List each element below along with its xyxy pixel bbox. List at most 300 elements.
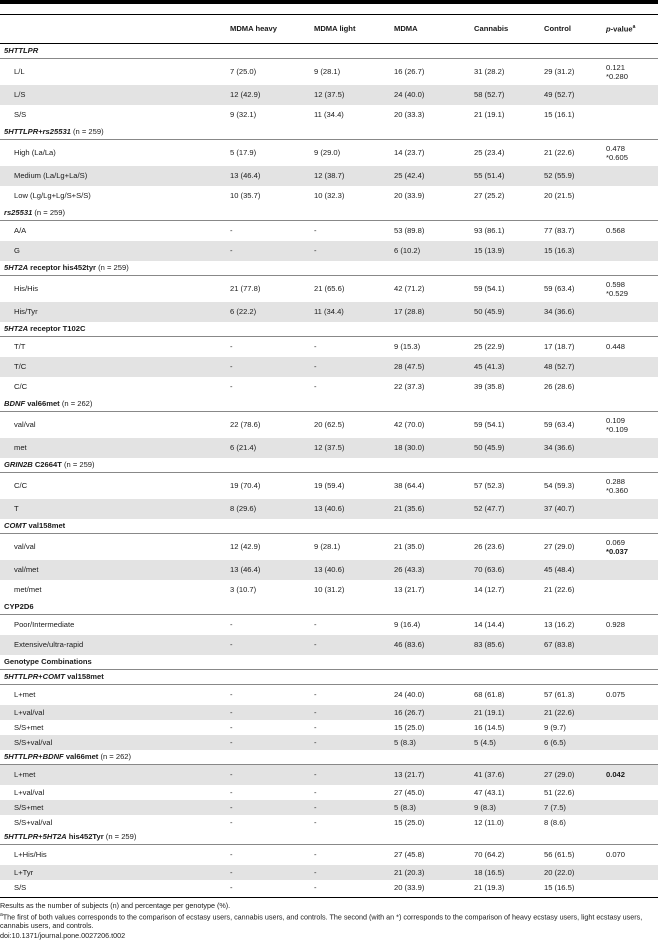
- row-p-value: [602, 720, 658, 735]
- table-row: [0, 800, 658, 815]
- row-cell: 16 (26.7): [390, 705, 470, 720]
- section-header-row: [0, 750, 658, 765]
- row-cell: 9 (29.0): [314, 148, 341, 158]
- row-cell: 21 (19.3): [474, 882, 505, 892]
- row-p-value: [602, 765, 658, 786]
- row-cell: 26 (28.6): [544, 382, 575, 392]
- table-row: [0, 186, 658, 206]
- row-cell: 56 (61.5): [544, 850, 575, 860]
- row-cell: 21 (22.6): [540, 705, 602, 720]
- section-title: [0, 655, 658, 670]
- table-row: [0, 499, 658, 519]
- p-value-1: 0.568: [606, 226, 626, 236]
- row-cell: -: [230, 226, 233, 236]
- footer-rule: [0, 897, 658, 898]
- section-header-row: [0, 670, 658, 685]
- section-title: [0, 44, 658, 59]
- row-cell: -: [230, 787, 233, 797]
- row-cell: 77 (83.7): [544, 226, 575, 236]
- row-cell: 5 (8.3): [390, 800, 470, 815]
- row-cell: 29 (31.2): [544, 67, 575, 77]
- row-label: S/S+val/val: [14, 817, 53, 827]
- footnote-results: Results as the number of subjects (n) and percentage per genotype (%).: [0, 901, 231, 910]
- p-value-2: *0.280: [606, 72, 628, 81]
- row-cell: 57 (61.3): [544, 690, 575, 700]
- section-title: [0, 600, 658, 615]
- row-cell: 93 (86.1): [474, 226, 505, 236]
- row-cell: 9 (28.1): [314, 67, 341, 77]
- row-cell: -: [310, 357, 390, 377]
- p-value-1: 0.448: [606, 342, 626, 352]
- section-title-bold: C2664T: [32, 460, 62, 470]
- row-cell: -: [226, 800, 310, 815]
- section-title-n: (n = 259): [61, 460, 95, 470]
- row-cell: 34 (36.6): [540, 438, 602, 458]
- row-cell: -: [230, 722, 233, 732]
- section-title-bold-2: val66met: [63, 752, 99, 762]
- p-sup: a: [632, 24, 636, 31]
- header-blank: [0, 15, 226, 44]
- row-label: Low (Lg/Lg+Lg/S+S/S): [14, 191, 91, 201]
- row-cell: 9 (8.3): [470, 800, 540, 815]
- table-row: [0, 845, 658, 866]
- section-title-italic: 5HT2A: [4, 263, 29, 273]
- row-p-value: [602, 221, 658, 242]
- row-p-value: [602, 438, 658, 458]
- section-title-italic-2: COMT: [42, 672, 65, 682]
- table-row: [0, 276, 658, 303]
- row-label: val/met: [0, 560, 226, 580]
- row-p-value: [602, 140, 658, 167]
- row-cell: 10 (31.2): [314, 585, 345, 595]
- row-cell: -: [230, 620, 233, 630]
- row-cell: 22 (78.6): [230, 420, 261, 430]
- row-cell: 34 (36.6): [540, 302, 602, 322]
- row-p-value: [602, 845, 658, 866]
- row-p-value: [602, 276, 658, 303]
- row-cell: -: [230, 817, 233, 827]
- row-cell: -: [314, 787, 317, 797]
- row-cell: 20 (33.3): [394, 110, 425, 120]
- row-cell: 21 (22.6): [544, 585, 575, 595]
- row-cell: 12 (37.5): [310, 85, 390, 105]
- row-cell: 27 (29.0): [544, 542, 575, 552]
- row-cell: 67 (83.8): [540, 635, 602, 655]
- top-rule: [0, 0, 658, 4]
- section-title-bold: receptor his452tyr: [28, 263, 97, 273]
- row-cell: 25 (23.4): [474, 148, 505, 158]
- row-cell: -: [310, 635, 390, 655]
- row-cell: 13 (16.2): [544, 620, 575, 630]
- row-cell: 20 (33.9): [394, 882, 425, 892]
- row-cell: -: [310, 735, 390, 750]
- row-cell: 20 (21.5): [544, 191, 575, 201]
- p-value-1: 0.075: [606, 690, 626, 700]
- section-title-italic: 5HT2A: [4, 324, 29, 334]
- row-cell: 59 (54.1): [474, 284, 505, 294]
- row-p-value: [602, 735, 658, 750]
- section-title-n: (n = 259): [32, 208, 66, 218]
- row-cell: 15 (16.3): [540, 241, 602, 261]
- table-row: [0, 140, 658, 167]
- row-cell: 11 (34.4): [314, 110, 344, 120]
- section-header-row: [0, 261, 658, 276]
- row-cell: 13 (21.7): [390, 765, 470, 786]
- p-value-2: *0.037: [606, 547, 628, 556]
- row-p-value: [602, 580, 658, 600]
- row-cell: 19 (70.4): [230, 481, 261, 491]
- p-italic: p: [606, 25, 611, 35]
- row-cell: 14 (14.4): [474, 620, 505, 630]
- row-p-value: [602, 473, 658, 500]
- row-p-value: [602, 785, 658, 800]
- header-mdma-light: MDMA light: [310, 15, 390, 44]
- p-value-2: *0.529: [606, 289, 628, 298]
- row-cell: 13 (46.4): [226, 166, 310, 186]
- header-mdma: MDMA: [390, 15, 470, 44]
- row-cell: -: [230, 690, 233, 700]
- row-cell: -: [310, 765, 390, 786]
- row-cell: 13 (40.6): [310, 499, 390, 519]
- row-cell: 16 (14.5): [474, 722, 505, 732]
- row-label: met: [0, 438, 226, 458]
- row-cell: 5 (8.3): [390, 735, 470, 750]
- row-p-value: [602, 880, 658, 895]
- row-cell: 20 (62.5): [314, 420, 345, 430]
- section-title-bold: CYP2D6: [4, 602, 34, 612]
- row-cell: 45 (48.4): [540, 560, 602, 580]
- section-title-n: (n = 259): [70, 127, 104, 137]
- row-p-value: [602, 377, 658, 397]
- row-label: L/L: [14, 67, 25, 77]
- row-cell: 25 (42.4): [390, 166, 470, 186]
- row-p-value: [602, 865, 658, 880]
- table-row: [0, 685, 658, 706]
- row-p-value: [602, 499, 658, 519]
- row-label: His/His: [14, 284, 39, 294]
- row-label: met/met: [14, 585, 42, 595]
- row-label: L+met: [0, 765, 226, 786]
- row-p-value: [602, 635, 658, 655]
- section-title-n: (n = 259): [96, 263, 129, 273]
- row-cell: 21 (35.0): [394, 542, 425, 552]
- row-cell: 6 (21.4): [226, 438, 310, 458]
- row-cell: 21 (77.8): [230, 284, 261, 294]
- table-row: [0, 241, 658, 261]
- row-label: S/S+met: [0, 800, 226, 815]
- section-title-italic-2: 5HT2A: [42, 832, 67, 842]
- row-cell: 47 (43.1): [474, 787, 505, 797]
- row-cell: 13 (40.6): [310, 560, 390, 580]
- section-title-bold: +: [38, 752, 43, 762]
- row-cell: -: [310, 241, 390, 261]
- row-label: A/A: [14, 226, 27, 236]
- section-header-row: [0, 322, 658, 337]
- row-cell: 5 (17.9): [230, 148, 257, 158]
- row-cell: 27 (45.8): [394, 850, 425, 860]
- section-title-italic: COMT: [4, 521, 27, 531]
- section-title-bold: val158met: [26, 521, 66, 531]
- p-rest: -value: [610, 25, 633, 35]
- section-title-bold: +: [38, 672, 43, 682]
- row-cell: 38 (64.4): [394, 481, 425, 491]
- p-value-1: 0.070: [606, 850, 626, 860]
- p-value-1: 0.109: [606, 415, 626, 425]
- section-title-italic: rs25531: [4, 208, 33, 218]
- row-cell: 9 (16.4): [394, 620, 421, 630]
- row-cell: -: [314, 817, 317, 827]
- row-cell: 11 (34.4): [310, 302, 390, 322]
- row-cell: 31 (28.2): [474, 67, 505, 77]
- header-mdma-heavy: MDMA heavy: [226, 15, 310, 44]
- row-cell: 18 (16.5): [470, 865, 540, 880]
- row-p-value: [602, 85, 658, 105]
- row-cell: 5 (4.5): [470, 735, 540, 750]
- p-value-2: *0.360: [606, 486, 628, 495]
- row-cell: 27 (25.2): [474, 191, 505, 201]
- row-cell: 58 (52.7): [470, 85, 540, 105]
- row-cell: -: [226, 241, 310, 261]
- row-cell: 22 (37.3): [394, 382, 425, 392]
- row-p-value: [602, 302, 658, 322]
- row-cell: 18 (30.0): [390, 438, 470, 458]
- section-title: [0, 519, 658, 534]
- section-title-italic: 5HTTLPR: [4, 672, 39, 682]
- row-cell: 20 (22.0): [540, 865, 602, 880]
- row-cell: 70 (63.6): [470, 560, 540, 580]
- row-label: S/S+met: [14, 722, 44, 732]
- row-cell: 59 (54.1): [474, 420, 505, 430]
- row-cell: 25 (22.9): [474, 342, 505, 352]
- row-cell: 9 (32.1): [230, 110, 257, 120]
- row-cell: -: [230, 382, 233, 392]
- genotype-table: [0, 14, 658, 895]
- section-title-italic: 5HTTLPR+rs25531: [4, 127, 71, 137]
- row-cell: -: [314, 850, 317, 860]
- row-cell: -: [230, 882, 233, 892]
- row-cell: 12 (42.9): [226, 85, 310, 105]
- row-cell: 15 (16.1): [544, 110, 575, 120]
- row-label: S/S: [14, 882, 27, 892]
- row-cell: 49 (52.7): [540, 85, 602, 105]
- p-value-2: *0.109: [606, 425, 628, 434]
- row-cell: -: [310, 865, 390, 880]
- footnote-doi: doi:10.1371/journal.pone.0027206.t002: [0, 930, 126, 940]
- row-cell: 3 (10.7): [230, 585, 257, 595]
- section-title-italic: 5HTTLPR: [4, 46, 39, 56]
- p-value-2: *0.605: [606, 153, 628, 162]
- row-cell: 20 (33.9): [394, 191, 425, 201]
- row-cell: 15 (16.5): [544, 882, 575, 892]
- section-header-row: [0, 458, 658, 473]
- section-title-n: (n = 262): [59, 399, 93, 409]
- table-row: [0, 302, 658, 322]
- row-cell: 46 (83.6): [390, 635, 470, 655]
- row-p-value: [602, 815, 658, 830]
- table-row: [0, 534, 658, 561]
- table-row: [0, 615, 658, 636]
- section-title: [0, 458, 658, 473]
- row-label: His/Tyr: [0, 302, 226, 322]
- p-value-1: 0.288: [606, 476, 626, 486]
- row-p-value: [602, 800, 658, 815]
- table-row: [0, 221, 658, 242]
- row-cell: 15 (25.0): [394, 722, 425, 732]
- row-cell: -: [226, 765, 310, 786]
- section-title-italic-2: BDNF: [42, 752, 64, 762]
- row-label: L+His/His: [14, 850, 47, 860]
- row-label: L+Tyr: [0, 865, 226, 880]
- section-title-bold: receptor T102C: [28, 324, 86, 334]
- row-cell: 45 (41.3): [470, 357, 540, 377]
- section-title-bold-2: his452Tyr: [66, 832, 104, 842]
- row-cell: 13 (21.7): [394, 585, 425, 595]
- row-p-value: [602, 534, 658, 561]
- row-cell: 14 (12.7): [474, 585, 505, 595]
- section-title: [0, 125, 658, 140]
- table-row: [0, 105, 658, 125]
- row-p-value: [602, 186, 658, 206]
- section-title-bold-2: val158met: [64, 672, 104, 682]
- row-label: L+val/val: [0, 705, 226, 720]
- table-row: [0, 580, 658, 600]
- section-title-bold: +: [38, 832, 43, 842]
- row-cell: 10 (32.3): [314, 191, 345, 201]
- section-title: [0, 261, 658, 276]
- row-p-value: [602, 166, 658, 186]
- row-cell: -: [314, 690, 317, 700]
- row-cell: 12 (37.5): [310, 438, 390, 458]
- table-row: [0, 357, 658, 377]
- row-cell: 10 (35.7): [230, 191, 261, 201]
- footnotes: [0, 901, 658, 940]
- table-row: [0, 166, 658, 186]
- row-cell: 21 (35.6): [390, 499, 470, 519]
- row-cell: -: [314, 620, 317, 630]
- section-title-bold: Genotype Combinations: [4, 657, 92, 667]
- section-title: [0, 397, 658, 412]
- row-p-value: [602, 357, 658, 377]
- table-row: [0, 865, 658, 880]
- row-p-value: [602, 337, 658, 358]
- row-label: L/S: [0, 85, 226, 105]
- section-title-italic: GRIN2B: [4, 460, 33, 470]
- section-header-row: [0, 655, 658, 670]
- row-cell: 50 (45.9): [470, 438, 540, 458]
- row-cell: 39 (35.8): [474, 382, 505, 392]
- section-title: [0, 670, 658, 685]
- row-cell: 7 (25.0): [230, 67, 257, 77]
- p-value-1: 0.121: [606, 62, 626, 72]
- row-cell: 27 (29.0): [540, 765, 602, 786]
- table-row: [0, 765, 658, 786]
- row-cell: 21 (19.1): [474, 110, 505, 120]
- row-cell: 15 (13.9): [470, 241, 540, 261]
- section-title: [0, 750, 658, 765]
- row-cell: 6 (6.5): [540, 735, 602, 750]
- row-cell: 59 (63.4): [544, 420, 575, 430]
- section-title: [0, 322, 658, 337]
- row-cell: 12 (38.7): [310, 166, 390, 186]
- table-row: [0, 337, 658, 358]
- row-label: L+val/val: [14, 787, 45, 797]
- row-cell: 9 (28.1): [314, 542, 341, 552]
- row-cell: 57 (52.3): [474, 481, 505, 491]
- section-header-row: [0, 206, 658, 221]
- row-cell: -: [314, 882, 317, 892]
- table-header-row: [0, 15, 658, 44]
- header-p-value: [602, 15, 658, 44]
- table-row: [0, 85, 658, 105]
- row-label: S/S+val/val: [0, 735, 226, 750]
- row-cell: -: [230, 850, 233, 860]
- row-cell: 26 (43.3): [390, 560, 470, 580]
- row-label: Medium (La/Lg+La/S): [0, 166, 226, 186]
- table-row: [0, 880, 658, 895]
- row-cell: 21 (22.6): [544, 148, 575, 158]
- row-cell: 8 (8.6): [544, 817, 566, 827]
- table-row: [0, 377, 658, 397]
- row-cell: 70 (64.2): [474, 850, 505, 860]
- row-cell: 52 (47.7): [470, 499, 540, 519]
- row-cell: 17 (28.8): [390, 302, 470, 322]
- p-value-1: 0.478: [606, 143, 626, 153]
- row-label: T: [0, 499, 226, 519]
- section-header-row: [0, 44, 658, 59]
- row-label: val/val: [14, 420, 36, 430]
- p-value-1: 0.042: [606, 770, 626, 780]
- row-cell: 41 (37.6): [470, 765, 540, 786]
- row-cell: 9 (15.3): [394, 342, 421, 352]
- table-row: [0, 59, 658, 86]
- row-cell: -: [314, 342, 317, 352]
- section-title-n: (n = 259): [103, 832, 137, 842]
- table-row: [0, 438, 658, 458]
- row-p-value: [602, 615, 658, 636]
- row-cell: -: [310, 800, 390, 815]
- row-cell: -: [226, 357, 310, 377]
- footnote-a-text: The first of both values corresponds to the comparison of ecstasy users, cannabis users, and controls. The second (with an *) corresponds to the comparison of heavy ecstasy users, light ecstasy users, cannabis users, and controls.: [0, 911, 643, 931]
- section-title-n: (n = 262): [98, 752, 132, 762]
- row-cell: -: [314, 382, 317, 392]
- row-cell: 42 (71.2): [394, 284, 425, 294]
- p-value-1: 0.069: [606, 537, 626, 547]
- p-value-1: 0.928: [606, 620, 626, 630]
- table-row: [0, 815, 658, 830]
- row-p-value: [602, 59, 658, 86]
- row-cell: 24 (40.0): [390, 85, 470, 105]
- row-cell: 54 (59.3): [544, 481, 575, 491]
- section-header-row: [0, 600, 658, 615]
- section-header-row: [0, 830, 658, 845]
- row-cell: -: [226, 635, 310, 655]
- row-cell: 37 (40.7): [540, 499, 602, 519]
- header-control: Control: [540, 15, 602, 44]
- row-cell: -: [310, 705, 390, 720]
- row-cell: 9 (9.7): [544, 722, 566, 732]
- footnote-a-marker: a: [0, 911, 3, 918]
- row-cell: 52 (55.9): [540, 166, 602, 186]
- section-title-bold: val66met: [25, 399, 60, 409]
- row-cell: -: [314, 722, 317, 732]
- row-cell: 17 (18.7): [544, 342, 575, 352]
- row-cell: 24 (40.0): [394, 690, 425, 700]
- row-p-value: [602, 241, 658, 261]
- section-title-italic: BDNF: [4, 399, 26, 409]
- section-header-row: [0, 125, 658, 140]
- row-p-value: [602, 412, 658, 439]
- section-title-italic: 5HTTLPR: [4, 752, 39, 762]
